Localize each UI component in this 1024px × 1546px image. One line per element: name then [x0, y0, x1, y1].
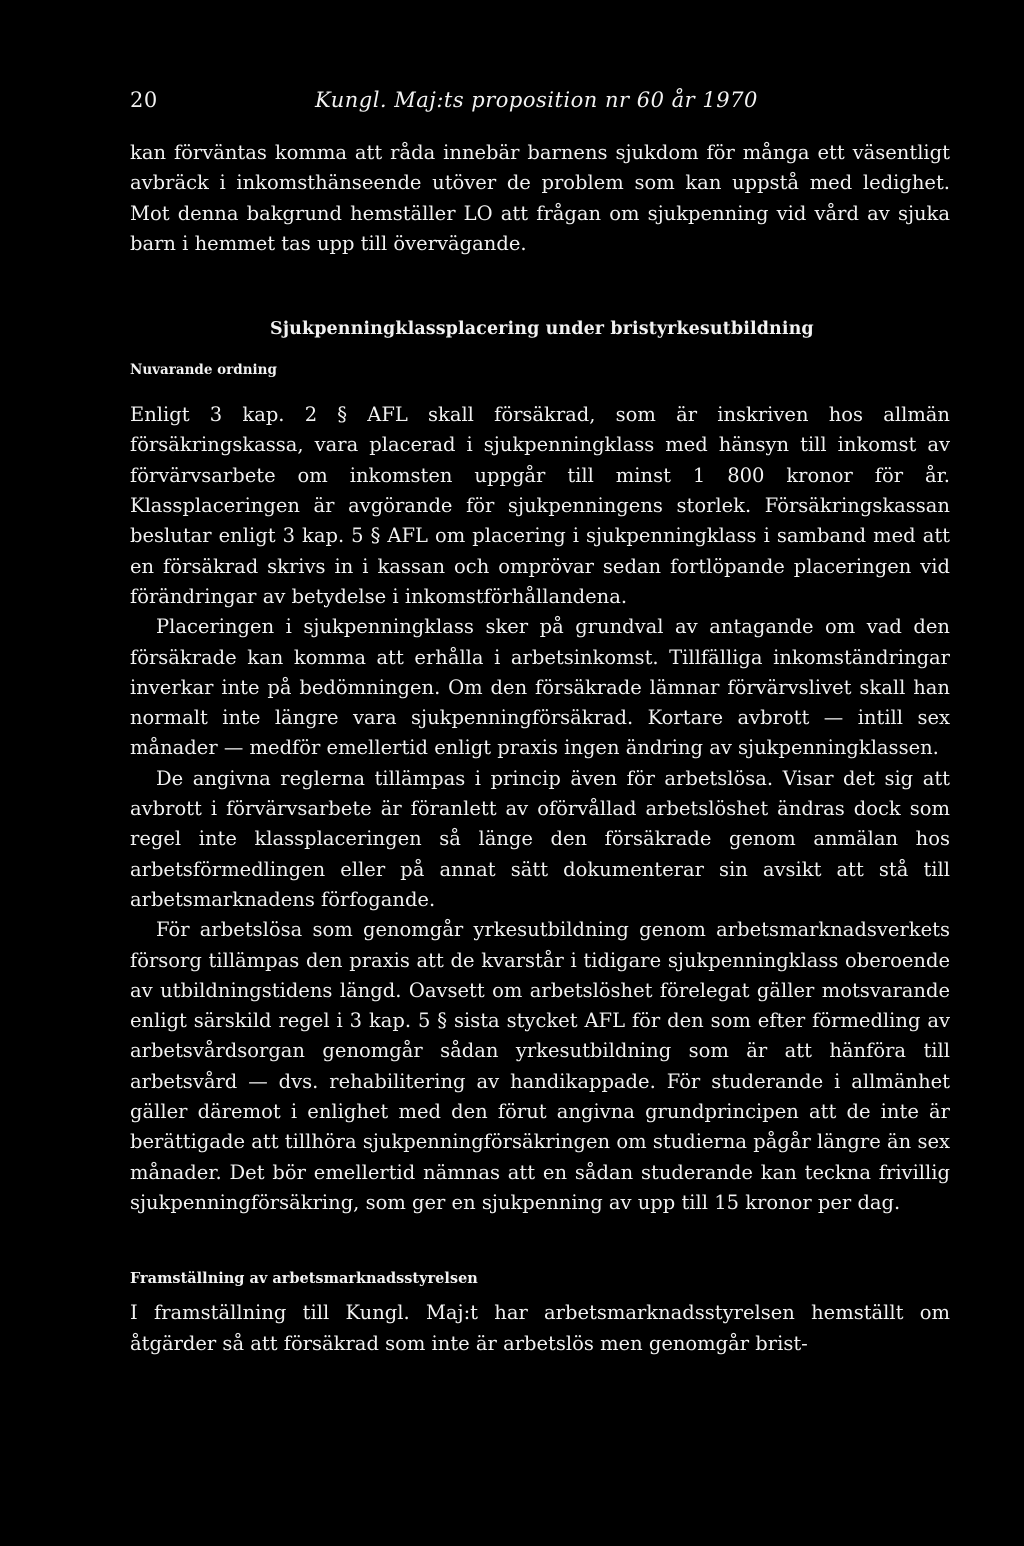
page-number: 20: [130, 88, 158, 112]
running-title: Kungl. Maj:ts proposition nr 60 år 1970: [315, 88, 758, 112]
body-paragraph: För arbetslösa som genomgår yrkesutbildning genom arbetsmarknadsverkets försorg tillämpas den praxis att de kvarstår i tidigare sjukpenningklass oberoende av utbildningstidens längd. Oavsett om arbetslöshet förelegat gäller motsvarande enligt särskild regel i 3 kap. 5 § sista stycket AFL för den som efter förmedling av arbetsvårdsorgan genomgår sådan yrkesutbildning som är att hänföra till arbetsvård — dvs. rehabilitering av handikappade. För studerande i allmänhet gäller däremot i enlighet med den förut angivna grundprincipen att de inte är berättigade att tillhöra sjukpenningförsäkringen om studierna pågår längre än sex månader. Det bör emellertid nämnas att en sådan studerande kan teckna frivillig sjukpenningförsäkring, som ger en sjukpenning av upp till 15 kronor per dag.: [130, 918, 950, 1214]
document-page: [130, 88, 950, 1359]
running-header: [130, 88, 950, 120]
section-subheading: Nuvarande ordning: [130, 362, 277, 379]
intro-paragraph: kan förväntas komma att råda innebär barnens sjukdom för många ett väsentligt avbräck i inkomsthänseende utöver de problem som kan uppstå med ledighet. Mot denna bakgrund hemställer LO att frågan om sjukpenning vid vård av sjuka barn i hemmet tas upp till övervägande.: [130, 141, 950, 255]
section-heading: Sjukpenningklassplacering under bristyrkesutbildning: [270, 319, 814, 340]
section2-body: [130, 1298, 950, 1359]
body-paragraph: I framställning till Kungl. Maj:t har arbetsmarknadsstyrelsen hemställt om åtgärder så att försäkrad som inte är arbetslös men genomgår brist-: [130, 1301, 950, 1355]
body-paragraph: De angivna reglerna tillämpas i princip även för arbetslösa. Visar det sig att avbrott i förvärvsarbete är föranlett av oförvållad arbetslöshet ändras dock som regel inte klassplaceringen så länge den försäkrade genom anmälan hos arbetsförmedlingen eller på annat sätt dokumenterar sin avsikt att stå till arbetsmarknadens förfogande.: [130, 766, 950, 911]
body-paragraph: Enligt 3 kap. 2 § AFL skall försäkrad, som är inskriven hos allmän försäkringskassa, vara placerad i sjukpenningklass med hänsyn till inkomst av förvärvsarbete om inkomsten uppgår till minst 1 800 kronor för år. Klassplaceringen är avgörande för sjukpenningens storlek. Försäkringskassan beslutar enligt 3 kap. 5 § AFL om placering i sjukpenningklass i samband med att en försäkrad skrivs in i kassan och omprövar sedan fortlöpande placeringen vid förändringar av betydelse i inkomstförhållandena.: [130, 403, 950, 608]
section2-subheading: Framställning av arbetsmarknadsstyrelsen: [130, 1270, 478, 1288]
body-paragraph: Placeringen i sjukpenningklass sker på grundval av antagande om vad den försäkrade kan komma att erhålla i arbetsinkomst. Tillfälliga inkomständringar inverkar inte på bedömningen. Om den försäkrade lämnar förvärvslivet skall han normalt inte längre vara sjukpenningförsäkrad. Kortare avbrott — intill sex månader — medför emellertid enligt praxis ingen ändring av sjukpenningklassen.: [130, 615, 950, 760]
section-body: [130, 400, 950, 1218]
